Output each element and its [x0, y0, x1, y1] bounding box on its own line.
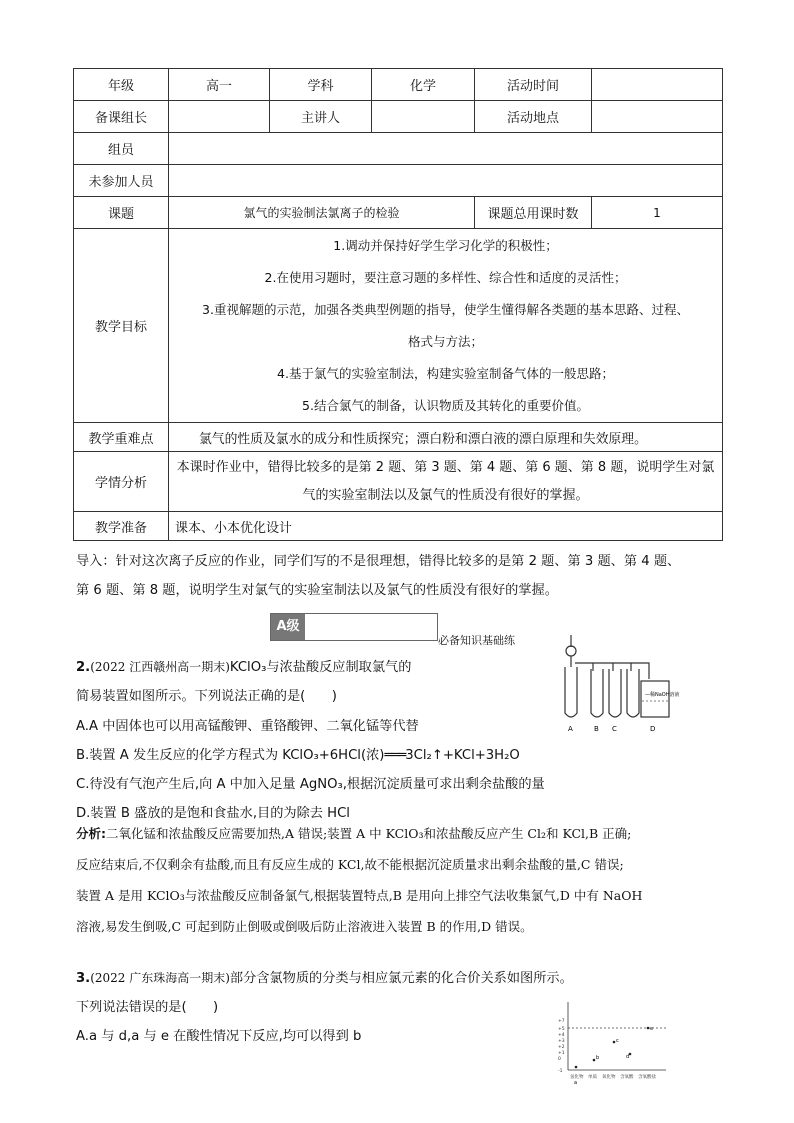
goal-item: 5.结合氯气的制备，认识物质及其转化的重要价值。 [302, 397, 589, 413]
goals-list [169, 229, 723, 423]
intro-paragraph [76, 547, 721, 605]
analysis-label: 学情分析 [74, 452, 169, 512]
topic-label: 课题 [74, 197, 169, 229]
svg-text:0: 0 [558, 1057, 561, 1062]
analysis-line: 分析:二氧化锰和浓盐酸反应需要加热,A 错误;装置 A 中 KClO₃和浓盐酸反应产生 Cl₂和 KCl,B 正确; [76, 826, 632, 841]
goals-label: 教学目标 [74, 229, 169, 423]
level-banner [270, 613, 438, 641]
valence-figure [556, 1000, 672, 1086]
analysis-value: 本课时作业中，错得比较多的是第 2 题、第 3 题、第 4 题、第 6 题、第 8 题，说明学生对氯气的实验室制法以及氯气的性质没有很好的掌握。 [169, 452, 723, 512]
goal-item: 4.基于氯气的实验室制法，构建实验室制备气体的一般思路； [277, 365, 614, 381]
question-2-line1 [76, 653, 546, 682]
question-3-line2: 下列说法错误的是( ) [76, 1000, 219, 1015]
svg-text:+3: +3 [558, 1039, 565, 1044]
key-points-value: 氯气的性质及氯水的成分和性质探究；漂白粉和漂白液的漂白原理和失效原理。 [169, 423, 723, 452]
activity-place-label: 活动地点 [475, 101, 592, 133]
members-label: 组员 [74, 133, 169, 165]
topic-value: 氯气的实验制法氯离子的检验 [169, 197, 475, 229]
svg-text:+4: +4 [558, 1033, 565, 1038]
question-source: (2022 广东珠海高一期末) [90, 971, 230, 985]
svg-text:单质: 单质 [588, 1075, 597, 1080]
point-c: c [616, 1038, 619, 1044]
figure-label-a: A [568, 725, 573, 733]
svg-text:氢化物: 氢化物 [570, 1075, 584, 1080]
table-row [74, 229, 723, 423]
point-d: d [626, 1054, 630, 1060]
svg-text:含氧酸: 含氧酸 [620, 1075, 634, 1080]
option-b-right: 3Cl₂↑+KCl+3H₂O [405, 748, 520, 763]
key-points-label: 教学重难点 [74, 423, 169, 452]
analysis-line: 反应结束后,不仅剩余有盐酸,而且有反应生成的 KCl,故不能根据沉淀质量求出剩余盐酸的量,C 错误; [76, 857, 624, 872]
subject-label: 学科 [270, 69, 372, 101]
analysis-line: 装置 A 是用 KClO₃与浓盐酸反应制备氯气,根据装置特点,B 是用向上排空气法收集氯气,D 中有 NaOH [76, 888, 643, 903]
svg-text:氧化物: 氧化物 [602, 1075, 616, 1080]
preparation-label: 教学准备 [74, 512, 169, 541]
figure-label-c: C [612, 725, 617, 733]
option-a: A.a 与 d,a 与 e 在酸性情况下反应,均可以得到 b [76, 1029, 362, 1044]
question-source: (2022 江西赣州高一期末) [90, 660, 230, 674]
analysis-label: 分析: [76, 826, 106, 841]
svg-text:含氧酸盐: 含氧酸盐 [638, 1075, 656, 1080]
question-stem: KClO₃与浓盐酸反应制取氯气的 [229, 660, 412, 675]
svg-text:+7: +7 [558, 1019, 565, 1024]
lesson-plan-table [73, 68, 723, 541]
question-number: 2. [76, 660, 91, 675]
table-row [74, 133, 723, 165]
intro-line: 导入：针对这次离子反应的作业，同学们写的不是很理想，错得比较多的是第 2 题、第 3 题、第 4 题、 [76, 554, 681, 569]
absent-value [169, 165, 723, 197]
table-row [74, 512, 723, 541]
grade-label: 年级 [74, 69, 169, 101]
level-subtitle: 必备知识基础练 [438, 634, 515, 647]
grade-value: 高一 [169, 69, 270, 101]
svg-text:+2: +2 [558, 1045, 565, 1050]
analysis-line: 溶液,易发生倒吸,C 可起到防止倒吸或倒吸后防止溶液进入装置 B 的作用,D 错误。 [76, 919, 533, 934]
absent-label: 未参加人员 [74, 165, 169, 197]
option-a: A.A 中固体也可以用高锰酸钾、重铬酸钾、二氧化锰等代替 [76, 719, 419, 734]
preparation-value: 课本、小本优化设计 [169, 512, 723, 541]
total-hours-value: 1 [592, 197, 723, 229]
table-row [74, 197, 723, 229]
goal-item: 1.调动并保持好学生学习化学的积极性； [333, 237, 558, 253]
option-b [76, 741, 721, 770]
option-d: D.装置 B 盛放的是饱和食盐水,目的为除去 HCl [76, 806, 350, 821]
option-b-left: B.装置 A 发生反应的化学方程式为 KClO₃+6HCl(浓) [76, 748, 385, 763]
table-row [74, 101, 723, 133]
point-e: e [650, 1026, 654, 1032]
goal-item: 格式与方法； [407, 333, 483, 349]
activity-time-value [592, 69, 723, 101]
total-hours-label: 课题总用课时数 [475, 197, 592, 229]
figure-label-b: B [594, 725, 599, 733]
question-3-line1 [76, 964, 721, 993]
question-stem: 部分含氯物质的分类与相应氯元素的化合价关系如图所示。 [229, 971, 573, 986]
table-row [74, 423, 723, 452]
question-2-stem [76, 653, 546, 711]
members-value [169, 133, 723, 165]
goal-item: 2.在使用习题时，要注意习题的多样性、综合性和适度的灵活性； [264, 269, 627, 285]
point-b: b [596, 1055, 600, 1061]
question-2-line2: 简易装置如图所示。下列说法正确的是( ) [76, 689, 337, 704]
goal-item: 3.重视解题的示范，加强各类典型例题的指导，使学生懂得解各类题的基本思路、过程、 [202, 301, 689, 317]
option-c: C.待没有气泡产生后,向 A 中加入足量 AgNO₃,根据沉淀质量可求出剩余盐酸的量 [76, 777, 545, 792]
group-leader-label: 备课组长 [74, 101, 169, 133]
table-row [74, 69, 723, 101]
subject-value: 化学 [372, 69, 475, 101]
intro-line: 第 6 题、第 8 题，说明学生对氯气的实验室制法以及氯气的性质没有很好的掌握。 [76, 583, 558, 598]
table-row [74, 165, 723, 197]
group-leader-value [169, 101, 270, 133]
activity-time-label: 活动时间 [475, 69, 592, 101]
question-2-options [76, 712, 721, 828]
svg-text:-1: -1 [558, 1069, 563, 1074]
activity-place-value [592, 101, 723, 133]
svg-text:+1: +1 [558, 1051, 565, 1056]
figure-label-d: D [650, 725, 656, 733]
speaker-label: 主讲人 [270, 101, 372, 133]
speaker-value [372, 101, 475, 133]
figure-note: —稀NaOH溶液 [645, 692, 680, 698]
svg-text:+5: +5 [558, 1027, 565, 1032]
table-row [74, 452, 723, 512]
point-a: a [574, 1080, 578, 1086]
question-2-analysis [76, 818, 721, 942]
question-number: 3. [76, 971, 91, 986]
equals-sign: ═══ [384, 748, 406, 763]
level-tag: A级 [271, 614, 305, 640]
